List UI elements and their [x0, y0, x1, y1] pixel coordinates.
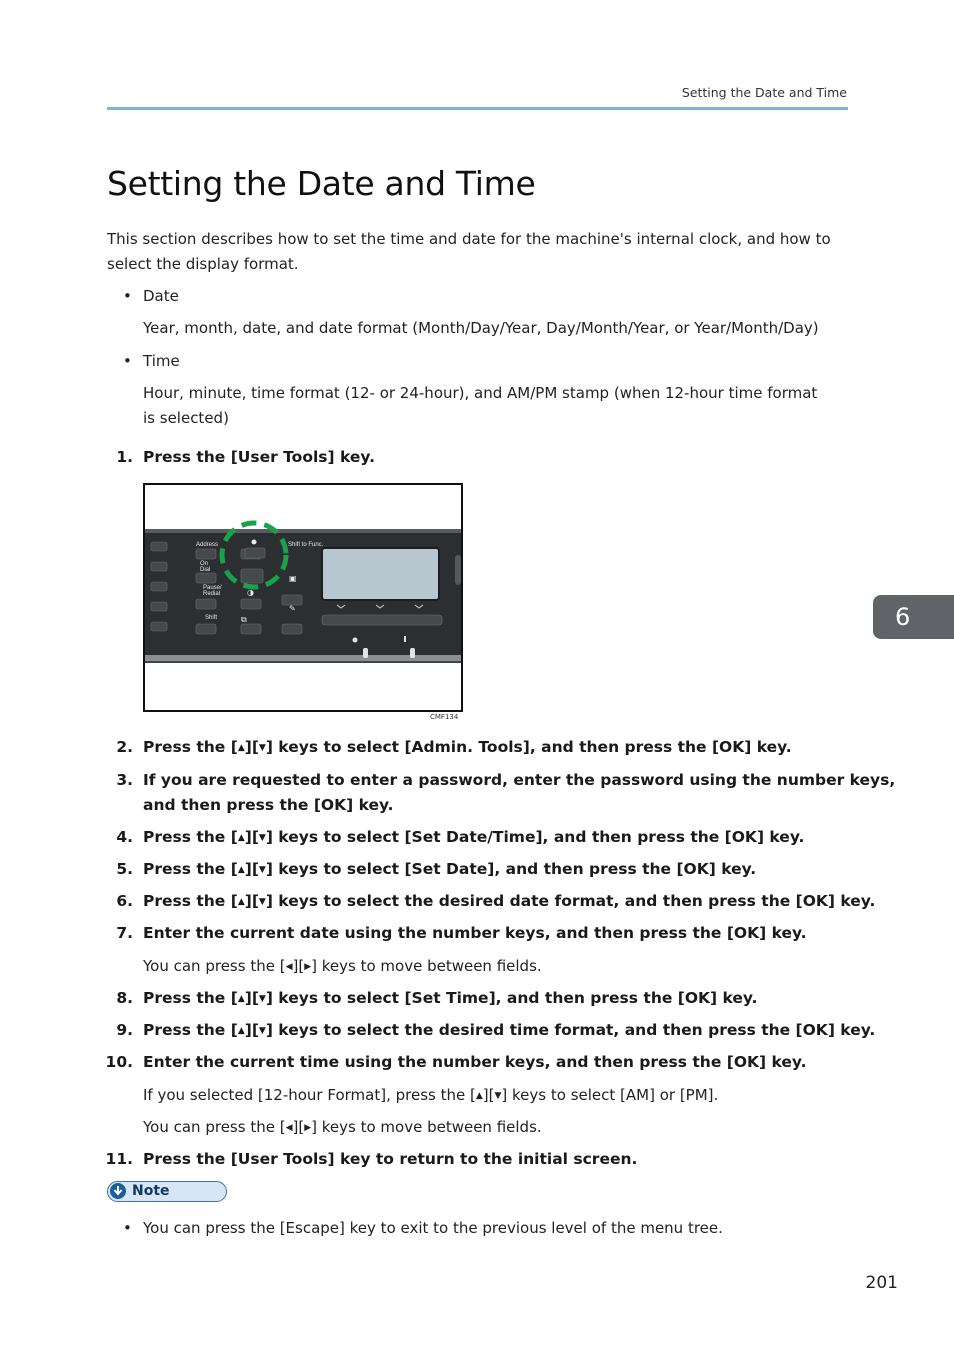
- control-panel-figure: [143, 483, 463, 712]
- step-7: [116, 921, 807, 946]
- panel-label-redial: Redial: [203, 591, 221, 597]
- note-label: Note: [132, 1183, 170, 1199]
- sub-text: ] keys to move between fields.: [311, 1118, 542, 1136]
- step-text: Enter the current date using the number keys, and then press the [OK] key.: [143, 924, 807, 942]
- svg-text:⧉: ⧉: [241, 615, 247, 624]
- page-title: Setting the Date and Time: [107, 164, 536, 203]
- step-text: ] keys to select [Set Date], and then press the [OK] key.: [265, 860, 757, 878]
- step-number: 7.: [116, 924, 133, 942]
- step-number: 6.: [116, 892, 133, 910]
- step-text: ][: [244, 828, 259, 846]
- step-text: Press the [User Tools] key.: [143, 448, 375, 466]
- step-text: ] keys to select the desired time format, and then press the [OK] key.: [265, 1021, 876, 1039]
- panel-label-onhook-b: Dial: [200, 567, 211, 573]
- step-text: Press the [: [143, 1021, 238, 1039]
- down-arrow-icon: ▼: [258, 1026, 266, 1036]
- bullet-date-detail: Year, month, date, and date format (Month/Day/Year, Day/Month/Year, or Year/Month/Day): [143, 319, 819, 337]
- step-1: [116, 445, 375, 470]
- bullet-label: Time: [143, 352, 180, 370]
- bullet-label: Date: [143, 287, 179, 305]
- step-text: Press the [: [143, 989, 238, 1007]
- sub-text: ] keys to select [AM] or [PM].: [501, 1086, 719, 1104]
- step-text: ] keys to select the desired date format, and then press the [OK] key.: [265, 892, 876, 910]
- up-arrow-icon: ▲: [475, 1091, 483, 1101]
- figure-caption: CMF134: [430, 713, 459, 721]
- step-6: [116, 889, 876, 915]
- down-arrow-icon: ▼: [258, 743, 266, 753]
- running-header: Setting the Date and Time: [681, 85, 847, 100]
- sub-text: ] keys to move between fields.: [311, 957, 542, 975]
- step-number: 3.: [116, 771, 133, 789]
- step-4: [116, 825, 805, 851]
- up-arrow-icon: ▲: [237, 897, 245, 907]
- sub-text: You can press the [: [143, 957, 286, 975]
- step-text: Press the [: [143, 738, 238, 756]
- control-panel-illustration: [145, 485, 461, 710]
- bullet-time-detail: Hour, minute, time format (12- or 24-hour), and AM/PM stamp (when 12-hour time format is selected): [143, 384, 818, 427]
- step-text: ][: [244, 738, 259, 756]
- step-9: [116, 1018, 876, 1044]
- note-arrow-icon: [110, 1183, 126, 1199]
- up-arrow-icon: ▲: [237, 833, 245, 843]
- sub-text: If you selected [12-hour Format], press the [: [143, 1086, 476, 1104]
- chapter-tab: [873, 595, 954, 639]
- right-arrow-icon: ▶: [304, 962, 312, 972]
- step-number: 2.: [116, 738, 133, 756]
- left-arrow-icon: ◀: [285, 962, 293, 972]
- step-8: [116, 986, 758, 1012]
- bullet-dot: •: [123, 1219, 132, 1237]
- step-11: [105, 1147, 638, 1172]
- down-arrow-icon: ▼: [258, 897, 266, 907]
- step-text: Press the [User Tools] key to return to the initial screen.: [143, 1150, 638, 1168]
- step-number: 8.: [116, 989, 133, 1007]
- svg-text:▣: ▣: [289, 574, 297, 583]
- page-number: 201: [865, 1273, 898, 1293]
- step-number: 10.: [105, 1053, 133, 1071]
- left-arrow-icon: ◀: [285, 1123, 293, 1133]
- sub-text: You can press the [: [143, 1118, 286, 1136]
- step-text: ][: [244, 1021, 259, 1039]
- note-item-text: You can press the [Escape] key to exit to the previous level of the menu tree.: [143, 1219, 723, 1237]
- sub-text: ][: [292, 957, 305, 975]
- step-text: Press the [: [143, 860, 238, 878]
- bullet-date: [123, 284, 179, 309]
- sub-text: ][: [292, 1118, 305, 1136]
- note-item: [123, 1216, 723, 1241]
- step-10-sub-b: [143, 1115, 542, 1141]
- panel-label-shift-func: Shift to Func.: [288, 542, 324, 548]
- step-7-sub: [143, 954, 542, 980]
- step-text: ][: [244, 860, 259, 878]
- sub-text: ][: [482, 1086, 495, 1104]
- step-text: ][: [244, 989, 259, 1007]
- step-10-sub-a: [143, 1083, 718, 1109]
- panel-label-pause: Pause/: [203, 585, 222, 591]
- step-text: Press the [: [143, 828, 238, 846]
- step-number: 1.: [116, 448, 133, 466]
- up-arrow-icon: ▲: [237, 743, 245, 753]
- panel-label-shift: Shift: [205, 615, 218, 621]
- up-arrow-icon: ▲: [237, 865, 245, 875]
- step-text: ] keys to select [Set Date/Time], and then press the [OK] key.: [265, 828, 805, 846]
- step-5: [116, 857, 757, 883]
- panel-label-address: Address: [196, 542, 219, 548]
- bullet-dot: •: [123, 352, 132, 370]
- step-number: 5.: [116, 860, 133, 878]
- intro-paragraph: This section describes how to set the time and date for the machine's internal clock, and how to select the display format.: [107, 230, 831, 273]
- header-rule: [107, 107, 848, 110]
- step-text: ][: [244, 892, 259, 910]
- down-arrow-icon: ▼: [258, 865, 266, 875]
- step-text-line2: and then press the [OK] key.: [143, 796, 394, 814]
- right-arrow-icon: ▶: [304, 1123, 312, 1133]
- step-number: 4.: [116, 828, 133, 846]
- step-10: [105, 1050, 807, 1075]
- step-text: Press the [: [143, 892, 238, 910]
- step-text: ] keys to select [Admin. Tools], and then press the [OK] key.: [265, 738, 792, 756]
- up-arrow-icon: ▲: [237, 994, 245, 1004]
- up-arrow-icon: ▲: [237, 1026, 245, 1036]
- step-number: 9.: [116, 1021, 133, 1039]
- chapter-number: 6: [895, 603, 911, 631]
- step-text: If you are requested to enter a password, enter the password using the number keys,: [143, 771, 896, 789]
- note-badge: [107, 1181, 227, 1202]
- step-2: [116, 735, 792, 761]
- step-text: Enter the current time using the number keys, and then press the [OK] key.: [143, 1053, 807, 1071]
- bullet-dot: •: [123, 287, 132, 305]
- panel-label-onhook-a: On: [200, 561, 209, 567]
- down-arrow-icon: ▼: [258, 994, 266, 1004]
- down-arrow-icon: ▼: [258, 833, 266, 843]
- step-text: ] keys to select [Set Time], and then press the [OK] key.: [265, 989, 758, 1007]
- step-3: [116, 768, 896, 818]
- svg-text:✎: ✎: [289, 604, 296, 613]
- step-number: 11.: [105, 1150, 133, 1168]
- svg-text:◑: ◑: [247, 588, 254, 597]
- bullet-time: [123, 349, 180, 374]
- down-arrow-icon: ▼: [494, 1091, 502, 1101]
